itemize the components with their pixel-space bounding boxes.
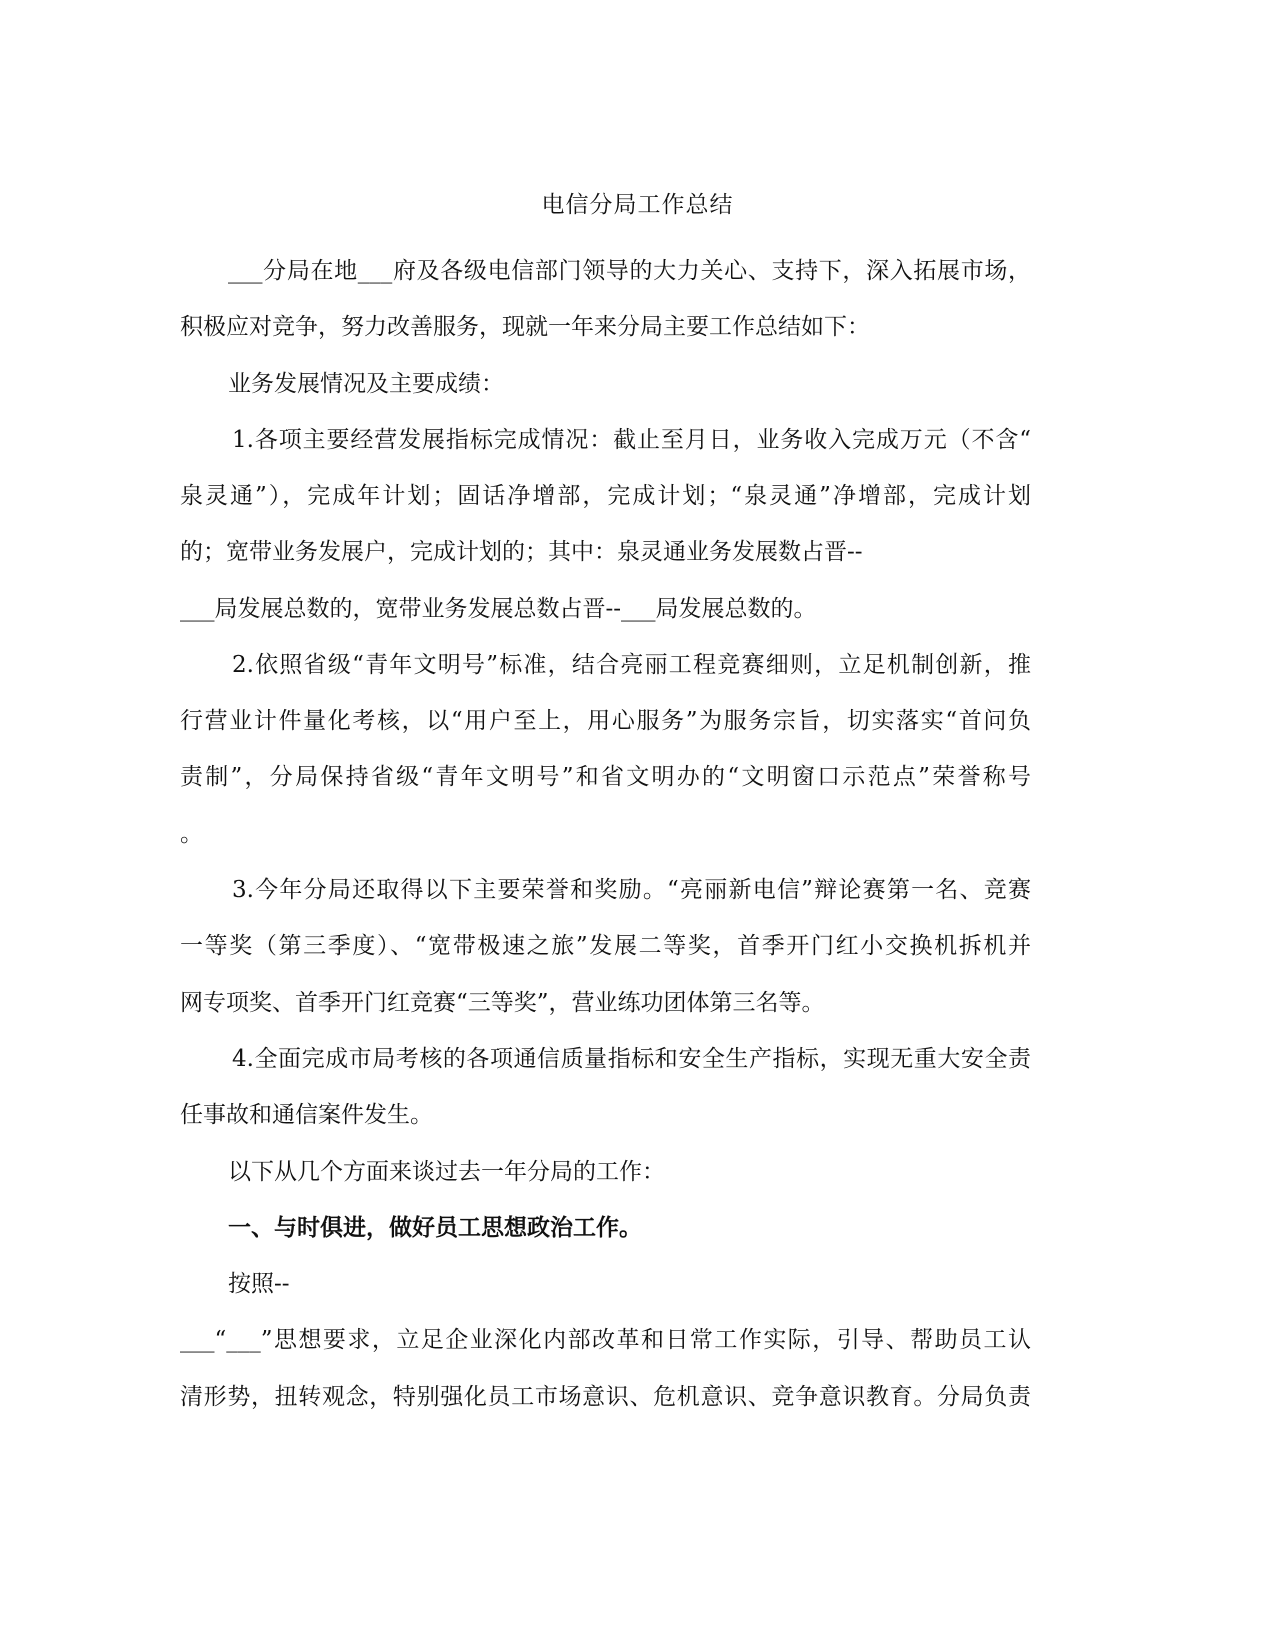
paragraph-line: 的；宽带业务发展户，完成计划的；其中：泉灵通业务发展数占晋--: [180, 539, 863, 565]
section-heading-bold: 一、与时俱进，做好员工思想政治工作。: [228, 1214, 642, 1241]
paragraph-line: 网专项奖、首季开门红竞赛“三等奖”，营业练功团体第三名等。: [180, 990, 825, 1016]
paragraph-line: 泉灵通”），完成年计划；固话净增部，完成计划；“泉灵通”净增部，完成计划: [180, 483, 1031, 509]
paragraph-line: 2.依照省级“青年文明号”标准，结合亮丽工程竞赛细则，立足机制创新，推: [232, 652, 1031, 678]
paragraph-line: 按照--: [228, 1271, 290, 1297]
paragraph-line: 责制”，分局保持省级“青年文明号”和省文明办的“文明窗口示范点”荣誉称号: [180, 764, 1031, 790]
section-heading: 业务发展情况及主要成绩：: [228, 371, 504, 397]
paragraph-line: ___局发展总数的，宽带业务发展总数占晋--___局发展总数的。: [180, 596, 817, 622]
document-title: 电信分局工作总结: [541, 192, 734, 218]
paragraph-line: 1.各项主要经营发展指标完成情况：截止至月日，业务收入完成万元（不含“: [232, 427, 1031, 453]
paragraph-line: 任事故和通信案件发生。: [180, 1102, 433, 1128]
paragraph-line: 以下从几个方面来谈过去一年分局的工作：: [228, 1159, 665, 1185]
paragraph-line: 3.今年分局还取得以下主要荣誉和奖励。“亮丽新电信”辩论赛第一名、竞赛: [232, 877, 1031, 903]
paragraph-line: 积极应对竞争，努力改善服务，现就一年来分局主要工作总结如下：: [180, 314, 870, 340]
paragraph-line: ___分局在地___府及各级电信部门领导的大力关心、支持下，深入拓展市场，: [228, 258, 1031, 284]
paragraph-line: 4.全面完成市局考核的各项通信质量指标和安全生产指标，实现无重大安全责: [232, 1046, 1031, 1072]
paragraph-line: 清形势，扭转观念，特别强化员工市场意识、危机意识、竞争意识教育。分局负责: [180, 1384, 1031, 1410]
paragraph-line: 行营业计件量化考核，以“用户至上，用心服务”为服务宗旨，切实落实“首问负: [180, 708, 1031, 734]
paragraph-line: ___“___”思想要求，立足企业深化内部改革和日常工作实际，引导、帮助员工认: [180, 1327, 1031, 1353]
paragraph-line: 。: [180, 821, 203, 847]
paragraph-line: 一等奖（第三季度）、“宽带极速之旅”发展二等奖，首季开门红小交换机拆机并: [180, 933, 1031, 959]
